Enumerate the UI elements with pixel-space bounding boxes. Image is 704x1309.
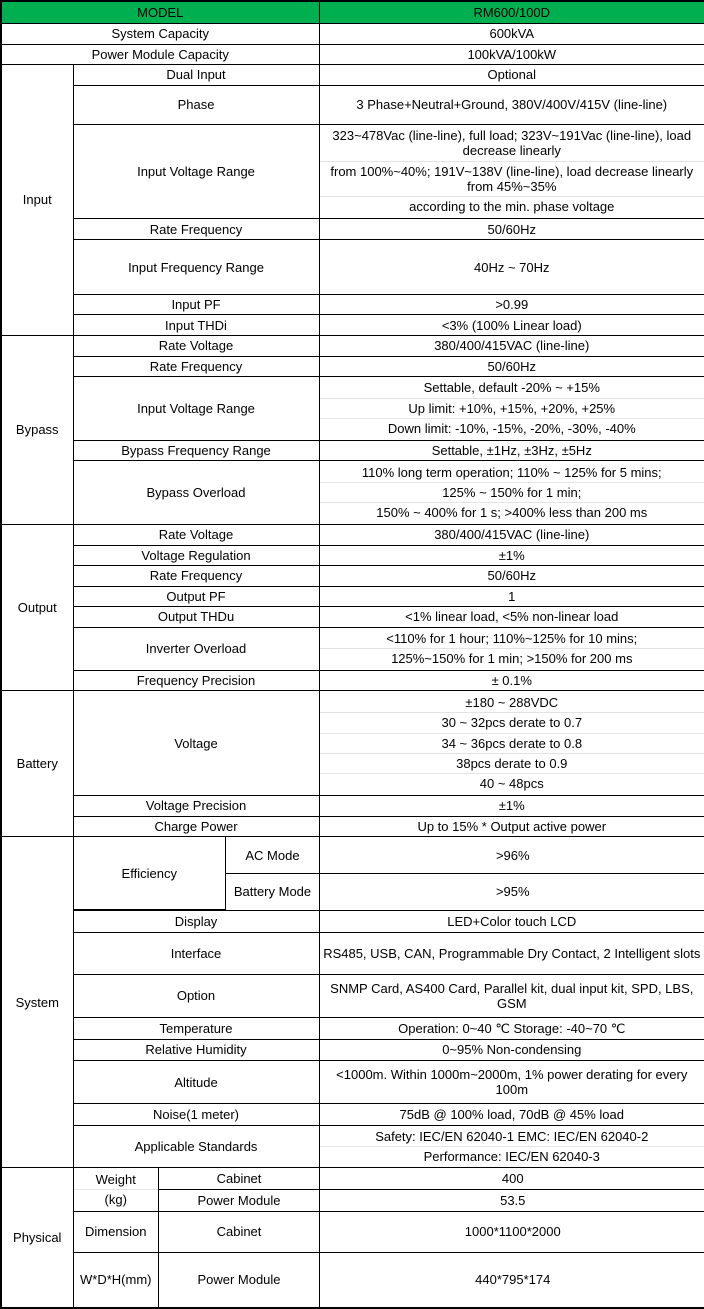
row-battery-voltage (1, 691, 704, 796)
physical-dimension-label-line2: W*D*H(mm) (74, 1252, 159, 1307)
output-rate-voltage-value: 380/400/415VAC (line-line) (319, 525, 704, 546)
system-standards-value (319, 1125, 704, 1167)
system-efficiency-group (73, 837, 704, 911)
section-label-battery: Battery (1, 691, 73, 837)
row-output-thdu (1, 607, 704, 628)
system-temperature-label: Temperature (73, 1018, 319, 1040)
value-line: 323~478Vac (line-line), full load; 323V~191Vac (line-line), load decrease linearly (320, 126, 704, 162)
input-thdi-value: <3% (100% Linear load) (319, 315, 704, 336)
physical-group (73, 1168, 704, 1308)
battery-voltage-value (319, 691, 704, 796)
value-line: according to the min. phase voltage (409, 199, 615, 215)
input-frequency-range-value: 40Hz ~ 70Hz (319, 240, 704, 294)
efficiency-ac-mode-label: AC Mode (226, 837, 320, 873)
multiline-value (320, 693, 704, 794)
value-line: 30 ~ 32pcs derate to 0.7 (320, 713, 704, 733)
row-output-pf (1, 586, 704, 607)
system-capacity-label: System Capacity (1, 24, 319, 45)
row-bypass-overload (1, 461, 704, 525)
value-line: 125%~150% for 1 min; >150% for 200 ms (391, 651, 633, 667)
input-frequency-range-label: Input Frequency Range (73, 240, 319, 294)
row-system-temperature (1, 1018, 704, 1040)
output-frequency-precision-label: Frequency Precision (73, 670, 319, 691)
row-bypass-rate-voltage (1, 336, 704, 357)
output-rate-frequency-value: 50/60Hz (319, 566, 704, 587)
value-line: 110% long term operation; 110% ~ 125% for 5 mins; (320, 463, 704, 483)
row-system-capacity (1, 24, 704, 45)
power-module-capacity-value: 100kVA/100kW (319, 44, 704, 65)
bypass-frequency-range-value: Settable, ±1Hz, ±3Hz, ±5Hz (319, 440, 704, 461)
value-line: Down limit: -10%, -15%, -20%, -30%, -40% (387, 421, 636, 437)
output-voltage-regulation-value: ±1% (319, 545, 704, 566)
row-output-voltage-regulation (1, 545, 704, 566)
value-line: Up limit: +10%, +15%, +20%, +25% (320, 399, 704, 419)
efficiency-battery-mode-value: >95% (320, 874, 704, 910)
row-system-noise (1, 1104, 704, 1126)
row-battery-voltage-precision (1, 796, 704, 817)
bypass-frequency-range-label: Bypass Frequency Range (73, 440, 319, 461)
physical-weight-module-label: Power Module (159, 1190, 320, 1212)
row-physical (1, 1168, 704, 1308)
system-display-value: LED+Color touch LCD (319, 911, 704, 933)
section-label-system: System (1, 837, 73, 1168)
row-output-frequency-precision (1, 670, 704, 691)
value-line: 38pcs derate to 0.9 (320, 754, 704, 774)
input-rate-frequency-value: 50/60Hz (319, 218, 704, 240)
physical-weight-cabinet-row (74, 1168, 704, 1190)
weight-label-line2: (kg) (104, 1191, 127, 1207)
row-system-display (1, 911, 704, 933)
row-input-thdi (1, 315, 704, 336)
physical-subtable (74, 1168, 704, 1307)
output-inverter-overload-label: Inverter Overload (73, 627, 319, 670)
header-model-label: MODEL (1, 1, 319, 24)
efficiency-battery-mode-label: Battery Mode (226, 874, 320, 910)
battery-charge-power-value: Up to 15% * Output active power (319, 816, 704, 837)
system-temperature-value: Operation: 0~40 ℃ Storage: -40~70 ℃ (319, 1018, 704, 1040)
system-option-label: Option (73, 974, 319, 1017)
input-voltage-range-label: Input Voltage Range (73, 124, 319, 218)
multiline-value (320, 126, 704, 217)
input-thdi-label: Input THDi (73, 315, 319, 336)
input-pf-label: Input PF (73, 294, 319, 315)
multiline-value (320, 629, 704, 669)
multiline-value (320, 463, 704, 523)
row-system-interface (1, 932, 704, 974)
row-input-dual-input (1, 65, 704, 86)
row-system-humidity (1, 1039, 704, 1061)
output-frequency-precision-value: ± 0.1% (319, 670, 704, 691)
system-altitude-value: <1000m. Within 1000m~2000m, 1% power derating for every 100m (319, 1061, 704, 1104)
bypass-rate-voltage-label: Rate Voltage (73, 336, 319, 357)
physical-weight-cabinet-value: 400 (320, 1168, 704, 1190)
output-rate-frequency-label: Rate Frequency (73, 566, 319, 587)
row-input-voltage-range (1, 124, 704, 218)
value-line: 125% ~ 150% for 1 min; (320, 483, 704, 503)
section-label-physical: Physical (1, 1168, 73, 1308)
value-line: Performance: IEC/EN 62040-3 (423, 1148, 600, 1164)
input-rate-frequency-label: Rate Frequency (73, 218, 319, 240)
output-pf-value: 1 (319, 586, 704, 607)
bypass-rate-frequency-label: Rate Frequency (73, 356, 319, 377)
table-header-row (1, 1, 704, 24)
battery-voltage-precision-value: ±1% (319, 796, 704, 817)
physical-dimension-cabinet-value: 1000*1100*2000 (320, 1211, 704, 1252)
row-input-frequency-range (1, 240, 704, 294)
physical-dimension-module-value: 440*795*174 (320, 1252, 704, 1307)
system-option-value: SNMP Card, AS400 Card, Parallel kit, dual input kit, SPD, LBS, GSM (319, 974, 704, 1017)
output-inverter-overload-value (319, 627, 704, 670)
row-input-pf (1, 294, 704, 315)
row-system-option (1, 974, 704, 1017)
weight-label-line1: Weight (74, 1170, 159, 1190)
battery-voltage-label: Voltage (73, 691, 319, 796)
output-rate-voltage-label: Rate Voltage (73, 525, 319, 546)
system-noise-label: Noise(1 meter) (73, 1104, 319, 1126)
system-interface-value: RS485, USB, CAN, Programmable Dry Contact, 2 Intelligent slots (319, 932, 704, 974)
bypass-voltage-range-label: Input Voltage Range (73, 377, 319, 441)
system-altitude-label: Altitude (73, 1061, 319, 1104)
physical-dimension-module-row (74, 1252, 704, 1307)
input-dual-input-value: Optional (319, 65, 704, 86)
output-thdu-value: <1% linear load, <5% non-linear load (319, 607, 704, 628)
system-capacity-value: 600kVA (319, 24, 704, 45)
bypass-overload-value (319, 461, 704, 525)
section-label-bypass: Bypass (1, 336, 73, 525)
battery-voltage-precision-label: Voltage Precision (73, 796, 319, 817)
bypass-voltage-range-value (319, 377, 704, 441)
value-line: 40 ~ 48pcs (479, 776, 544, 792)
row-battery-charge-power (1, 816, 704, 837)
power-module-capacity-label: Power Module Capacity (1, 44, 319, 65)
system-interface-label: Interface (73, 932, 319, 974)
row-bypass-voltage-range (1, 377, 704, 441)
row-input-phase (1, 85, 704, 124)
value-line: Safety: IEC/EN 62040-1 EMC: IEC/EN 62040-2 (320, 1127, 704, 1147)
value-line: ±180 ~ 288VDC (320, 693, 704, 713)
bypass-rate-voltage-value: 380/400/415VAC (line-line) (319, 336, 704, 357)
multiline-value (320, 378, 704, 438)
bypass-overload-label: Bypass Overload (73, 461, 319, 525)
system-noise-value: 75dB @ 100% load, 70dB @ 45% load (319, 1104, 704, 1126)
physical-weight-module-row (74, 1190, 704, 1212)
efficiency-ac-mode-row (74, 837, 704, 873)
row-input-rate-frequency (1, 218, 704, 240)
value-line: from 100%~40%; 191V~138V (line-line), load decrease linearly from 45%~35% (320, 162, 704, 198)
system-standards-label: Applicable Standards (73, 1125, 319, 1167)
system-humidity-label: Relative Humidity (73, 1039, 319, 1061)
physical-dimension-cabinet-row (74, 1211, 704, 1252)
value-line: 34 ~ 36pcs derate to 0.8 (320, 734, 704, 754)
value-line: 150% ~ 400% for 1 s; >400% less than 200 ms (376, 505, 648, 521)
physical-weight-label (74, 1168, 159, 1211)
weight-label-lines (74, 1170, 159, 1210)
output-pf-label: Output PF (73, 586, 319, 607)
input-voltage-range-value (319, 124, 704, 218)
header-model-value: RM600/100D (319, 1, 704, 24)
input-dual-input-label: Dual Input (73, 65, 319, 86)
row-bypass-rate-frequency (1, 356, 704, 377)
row-output-rate-voltage (1, 525, 704, 546)
efficiency-subtable (74, 837, 704, 910)
system-humidity-value: 0~95% Non-condensing (319, 1039, 704, 1061)
row-system-efficiency (1, 837, 704, 911)
row-system-altitude (1, 1061, 704, 1104)
row-power-module-capacity (1, 44, 704, 65)
section-label-output: Output (1, 525, 73, 691)
input-phase-value: 3 Phase+Neutral+Ground, 380V/400V/415V (line-line) (319, 85, 704, 124)
row-system-standards (1, 1125, 704, 1167)
row-output-inverter-overload (1, 627, 704, 670)
system-display-label: Display (73, 911, 319, 933)
physical-dimension-module-label: Power Module (159, 1252, 320, 1307)
physical-dimension-cabinet-label: Cabinet (159, 1211, 320, 1252)
physical-dimension-label-line1: Dimension (74, 1211, 159, 1252)
output-voltage-regulation-label: Voltage Regulation (73, 545, 319, 566)
multiline-value (320, 1127, 704, 1167)
section-label-input: Input (1, 65, 73, 336)
value-line: Settable, default -20% ~ +15% (320, 378, 704, 398)
row-output-rate-frequency (1, 566, 704, 587)
input-phase-label: Phase (73, 85, 319, 124)
bypass-rate-frequency-value: 50/60Hz (319, 356, 704, 377)
output-thdu-label: Output THDu (73, 607, 319, 628)
efficiency-ac-mode-value: >96% (320, 837, 704, 873)
row-bypass-frequency-range (1, 440, 704, 461)
input-pf-value: >0.99 (319, 294, 704, 315)
physical-weight-cabinet-label: Cabinet (159, 1168, 320, 1190)
battery-charge-power-label: Charge Power (73, 816, 319, 837)
value-line: <110% for 1 hour; 110%~125% for 10 mins; (320, 629, 704, 649)
system-efficiency-label: Efficiency (74, 837, 226, 909)
physical-weight-module-value: 53.5 (320, 1190, 704, 1212)
